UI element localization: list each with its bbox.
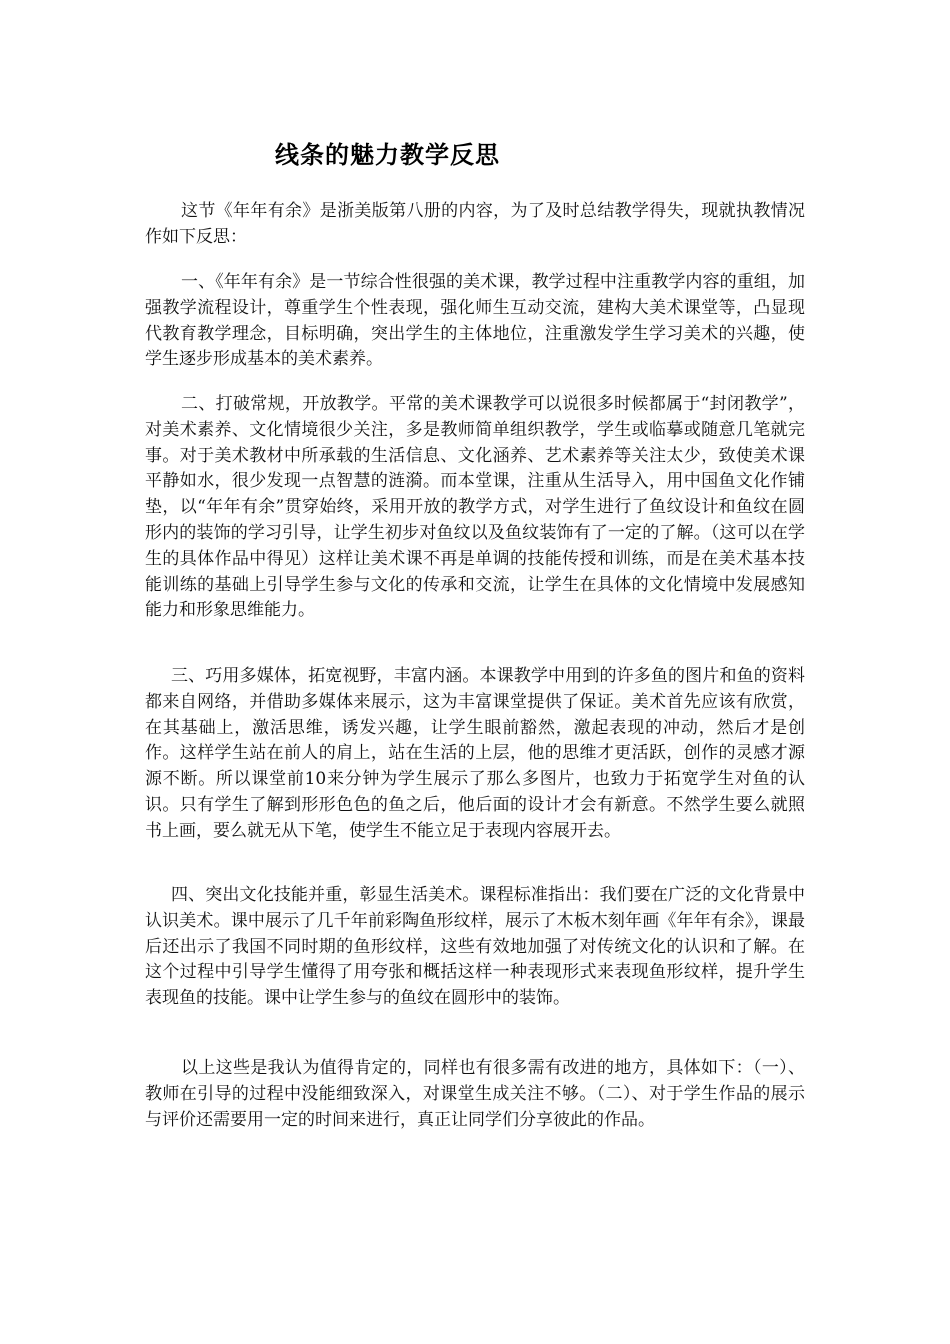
paragraph-text: 以上这些是我认为值得肯定的，同样也有很多需有改进的地方，具体如下：（一）、教师在引导的过程中没能细致深入，对课堂生成关注不够。（二）、对于学生作品的展示与评价还需要用一定的时间来进行，真正让同学们分享彼此的作品。 <box>145 1058 805 1130</box>
paragraph-section-2 <box>145 392 805 624</box>
paragraph-text: 三、巧用多媒体，拓宽视野，丰富内涵。本课教学中用到的许多鱼的图片和鱼的资料都来自网络，并借助多媒体来展示，这为丰富课堂提供了保证。美术首先应该有欣赏，在其基础上，激活思维，诱发兴趣，让学生眼前豁然，激起表现的冲动，然后才是创作。这样学生站在前人的肩上，站在生活的上层，他的思维才更活跃，创作的灵感才源源不断。所以课堂前10来分钟为学生展示了那么多图片，也致力于拓宽学生对鱼的认识。只有学生了解到形形色色的鱼之后，他后面的设计才会有新意。不然学生要么就照书上画，要么就无从下笔，使学生不能立足于表现内容展开去。 <box>145 666 805 841</box>
paragraph-intro <box>145 199 805 251</box>
paragraph-section-1 <box>145 270 805 373</box>
paragraph-conclusion <box>145 1056 805 1133</box>
paragraph-text: 这节《年年有余》是浙美版第八册的内容，为了及时总结教学得失，现就执教情况作如下反思： <box>145 201 805 247</box>
document-title: 线条的魅力教学反思 <box>275 141 500 169</box>
paragraph-text: 四、突出文化技能并重，彰显生活美术。课程标准指出：我们要在广泛的文化背景中认识美术。课中展示了几千年前彩陶鱼形纹样，展示了木板木刻年画《年年有余》，课最后还出示了我国不同时期的鱼形纹样，这些有效地加强了对传统文化的认识和了解。在这个过程中引导学生懂得了用夸张和概括这样一种表现形式来表现鱼形纹样，提升学生表现鱼的技能。课中让学生参与的鱼纹在圆形中的装饰。 <box>145 885 805 1009</box>
paragraph-text: 一、《年年有余》是一节综合性很强的美术课，教学过程中注重教学内容的重组，加强教学流程设计，尊重学生个性表现，强化师生互动交流，建构大美术课堂等，凸显现代教育教学理念，目标明确，突出学生的主体地位，注重激发学生学习美术的兴趣，使学生逐步形成基本的美术素养。 <box>145 272 805 370</box>
paragraph-section-3 <box>145 664 805 845</box>
paragraph-section-4 <box>145 883 805 1012</box>
paragraph-text: 二、打破常规，开放教学。平常的美术课教学可以说很多时候都属于“封闭教学”，对美术素养、文化情境很少关注，多是教师简单组织教学，学生或临摹或随意几笔就完事。对于美术教材中所承载的生活信息、文化涵养、艺术素养等关注太少，致使美术课平静如水，很少发现一点智慧的涟漪。而本堂课，注重从生活导入，用中国鱼文化作铺垫，以“年年有余”贯穿始终，采用开放的教学方式，对学生进行了鱼纹设计和鱼纹在圆形内的装饰的学习引导，让学生初步对鱼纹以及鱼纹装饰有了一定的了解。（这可以在学生的具体作品中得见）这样让美术课不再是单调的技能传授和训练，而是在美术基本技能训练的基础上引导学生参与文化的传承和交流，让学生在具体的文化情境中发展感知能力和形象思维能力。 <box>145 394 805 621</box>
